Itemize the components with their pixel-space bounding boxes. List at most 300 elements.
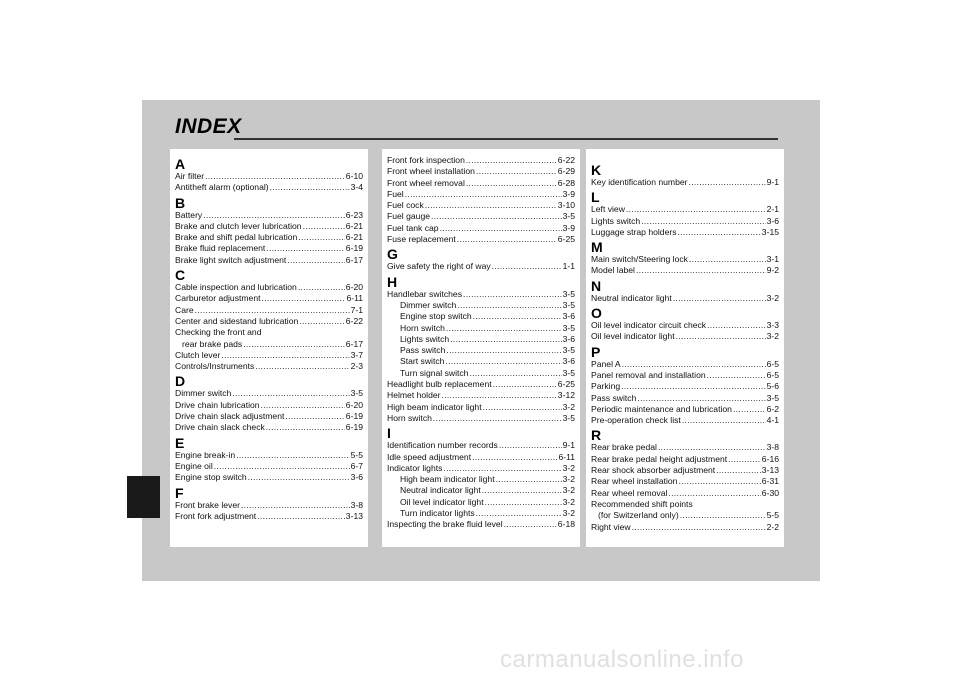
dot-leader xyxy=(680,510,766,521)
entry-text: Turn indicator lights xyxy=(400,508,475,519)
entry-text: Rear shock absorber adjustment xyxy=(591,465,716,476)
index-entry xyxy=(175,316,363,327)
entry-page: 3-5 xyxy=(562,345,575,356)
entry-text: Inspecting the brake fluid level xyxy=(387,519,503,530)
entry-page: 3-2 xyxy=(562,462,575,473)
entry-text: Drive chain lubrication xyxy=(175,399,260,410)
index-entry xyxy=(591,415,779,426)
index-entry xyxy=(175,293,363,304)
entry-page: 3-2 xyxy=(562,496,575,507)
entry-text: Brake fluid replacement xyxy=(175,243,266,254)
entry-text: Recommended shift points xyxy=(591,498,693,509)
index-entry xyxy=(387,155,575,166)
entry-page: 3-1 xyxy=(766,254,779,265)
entry-page: 3-5 xyxy=(562,322,575,333)
dot-leader xyxy=(257,511,345,522)
entry-page: 3-2 xyxy=(562,485,575,496)
index-entry xyxy=(175,305,363,316)
entry-text: Rear brake pedal xyxy=(591,442,657,453)
dot-leader xyxy=(405,189,562,200)
entry-text: Pre-operation check list xyxy=(591,415,681,426)
index-entry xyxy=(387,508,575,519)
index-entry xyxy=(175,327,363,338)
entry-page: 3-5 xyxy=(562,367,575,378)
dot-leader xyxy=(472,452,557,463)
entry-text: Pass switch xyxy=(591,392,637,403)
entry-page: 3-5 xyxy=(562,211,575,222)
dot-leader xyxy=(241,500,350,511)
dot-leader xyxy=(673,293,766,304)
entry-page: 3-6 xyxy=(766,215,779,226)
entry-page: 3-13 xyxy=(761,465,779,476)
dot-leader xyxy=(248,472,350,483)
entry-page: 5-5 xyxy=(766,510,779,521)
entry-text: Care xyxy=(175,304,194,315)
section-letter-r: R xyxy=(591,427,602,444)
entry-text: rear brake pads xyxy=(182,338,243,349)
entry-page: 6-7 xyxy=(350,460,363,471)
entry-text: High beam indicator light xyxy=(387,401,482,412)
entry-text: Engine oil xyxy=(175,460,213,471)
dot-leader xyxy=(446,323,562,334)
dot-leader xyxy=(261,400,345,411)
dot-leader xyxy=(298,232,344,243)
entry-page: 6-22 xyxy=(557,155,575,165)
section-letter-d: D xyxy=(175,373,186,390)
entry-page: 3-2 xyxy=(766,292,779,303)
index-entry xyxy=(387,234,575,245)
entry-text: Handlebar switches xyxy=(387,288,462,299)
index-entry xyxy=(387,497,575,508)
dot-leader xyxy=(203,210,345,221)
entry-page: 6-29 xyxy=(557,166,575,177)
entry-page: 3-9 xyxy=(562,222,575,233)
entry-text: Horn switch xyxy=(400,322,445,333)
entry-text: Engine break-in xyxy=(175,449,236,460)
entry-text: Fuel xyxy=(387,188,404,199)
entry-page: 9-1 xyxy=(766,177,779,187)
index-entry xyxy=(175,361,363,372)
dot-leader xyxy=(266,422,345,433)
index-entry xyxy=(387,440,575,451)
dot-leader xyxy=(195,305,350,316)
chapter-tab xyxy=(127,476,160,518)
index-entry xyxy=(175,282,363,293)
entry-text: Right view xyxy=(591,521,631,532)
index-entry xyxy=(591,293,779,304)
dot-leader xyxy=(626,204,766,215)
dot-leader xyxy=(466,155,557,166)
entry-text: Pass switch xyxy=(400,345,446,356)
entry-page: 6-30 xyxy=(761,487,779,498)
index-entry xyxy=(591,476,779,487)
dot-leader xyxy=(262,293,346,304)
entry-text: Front wheel installation xyxy=(387,166,475,177)
entry-page: 3-2 xyxy=(562,508,575,519)
dot-leader xyxy=(496,474,562,485)
entry-text: Headlight bulb replacement xyxy=(387,379,492,390)
entry-text: Dimmer switch xyxy=(400,299,457,310)
section-letter-e: E xyxy=(175,434,185,451)
entry-page: 6-23 xyxy=(345,209,363,220)
entry-text: Key identification number xyxy=(591,177,688,187)
entry-text: Rear wheel installation xyxy=(591,476,678,487)
index-entry xyxy=(591,216,779,227)
entry-page: 3-5 xyxy=(350,388,363,399)
index-entry xyxy=(591,331,779,342)
entry-text: Carburetor adjustment xyxy=(175,293,261,304)
entry-page: 6-17 xyxy=(345,254,363,265)
index-entry xyxy=(591,320,779,331)
entry-text: Front brake lever xyxy=(175,499,240,510)
entry-text: Brake and shift pedal lubrication xyxy=(175,232,298,243)
entry-text: Drive chain slack adjustment xyxy=(175,411,285,422)
entry-text: Fuel gauge xyxy=(387,211,431,222)
section-letter-i: I xyxy=(387,425,391,442)
page-title: INDEX xyxy=(175,115,242,138)
entry-page: 6-22 xyxy=(345,315,363,326)
dot-leader xyxy=(682,415,766,426)
dot-leader xyxy=(483,402,562,413)
entry-page: 6-10 xyxy=(345,171,363,181)
index-entry xyxy=(387,368,575,379)
entry-page: 3-10 xyxy=(557,200,575,211)
dot-leader xyxy=(236,450,349,461)
index-entry xyxy=(387,345,575,356)
index-entry xyxy=(387,323,575,334)
index-column-1 xyxy=(170,149,368,547)
index-entry xyxy=(591,265,779,276)
index-entry xyxy=(175,182,363,193)
dot-leader xyxy=(298,282,345,293)
dot-leader xyxy=(270,182,350,193)
index-entry xyxy=(387,402,575,413)
entry-text: Front wheel removal xyxy=(387,177,465,188)
dot-leader xyxy=(492,261,562,272)
index-entry xyxy=(387,474,575,485)
dot-leader xyxy=(221,350,349,361)
index-entry xyxy=(591,381,779,392)
entry-text: Cable inspection and lubrication xyxy=(175,282,297,293)
dot-leader xyxy=(476,166,557,177)
dot-leader xyxy=(303,221,345,232)
index-entry xyxy=(175,255,363,266)
index-entry xyxy=(387,390,575,401)
dot-leader xyxy=(485,497,562,508)
entry-page: 6-19 xyxy=(345,243,363,254)
index-column-2 xyxy=(382,149,580,547)
index-entry xyxy=(387,356,575,367)
entry-page: 6-20 xyxy=(345,282,363,293)
title-rule xyxy=(234,138,778,140)
section-letter-p: P xyxy=(591,343,601,360)
dot-leader xyxy=(457,234,557,245)
watermark: carmanualsonline.info xyxy=(500,646,744,673)
entry-text: Center and sidestand lubrication xyxy=(175,315,299,326)
entry-page: 3-8 xyxy=(350,499,363,510)
dot-leader xyxy=(255,361,349,372)
index-entry xyxy=(591,499,779,510)
dot-leader xyxy=(214,461,350,472)
index-entry xyxy=(175,171,363,182)
section-letter-m: M xyxy=(591,239,603,256)
dot-leader xyxy=(493,379,557,390)
entry-page: 3-2 xyxy=(766,331,779,342)
index-entry xyxy=(387,223,575,234)
dot-leader xyxy=(622,359,766,370)
entry-page: 5-6 xyxy=(766,381,779,392)
entry-page: 6-25 xyxy=(557,234,575,245)
index-entry xyxy=(387,200,575,211)
dot-leader xyxy=(446,345,561,356)
section-letter-a: A xyxy=(175,156,186,172)
dot-leader xyxy=(299,316,345,327)
entry-page: 3-15 xyxy=(761,226,779,237)
entry-text: Idle speed adjustment xyxy=(387,451,472,462)
dot-leader xyxy=(716,465,761,476)
entry-text: Turn signal switch xyxy=(400,367,469,378)
entry-text: Panel removal and installation xyxy=(591,369,706,380)
entry-text: Battery xyxy=(175,209,203,220)
dot-leader xyxy=(457,300,561,311)
index-entry xyxy=(175,339,363,350)
entry-text: Front fork adjustment xyxy=(175,510,257,521)
entry-page: 3-6 xyxy=(350,472,363,483)
entry-page: 3-5 xyxy=(766,392,779,403)
dot-leader xyxy=(232,388,349,399)
entry-page: 6-11 xyxy=(346,293,363,304)
entry-text: Oil level indicator light xyxy=(591,331,675,342)
entry-page: 3-8 xyxy=(766,442,779,453)
dot-leader xyxy=(621,381,765,392)
entry-page: 6-20 xyxy=(345,399,363,410)
entry-text: Luggage strap holders xyxy=(591,226,677,237)
entry-text: Model label xyxy=(591,265,635,276)
entry-page: 6-21 xyxy=(345,232,363,243)
entry-text: Main switch/Steering lock xyxy=(591,254,688,265)
entry-text: Engine stop switch xyxy=(175,472,247,483)
index-entry xyxy=(591,465,779,476)
index-entry xyxy=(591,404,779,415)
dot-leader xyxy=(442,390,557,401)
index-entry xyxy=(387,485,575,496)
entry-text: Periodic maintenance and lubrication xyxy=(591,403,732,414)
entry-page: 3-2 xyxy=(562,401,575,412)
index-entry xyxy=(175,461,363,472)
entry-page: 4-1 xyxy=(766,415,779,426)
entry-page: 3-7 xyxy=(350,349,363,360)
index-entry xyxy=(387,519,575,530)
entry-page: 3-12 xyxy=(557,390,575,401)
dot-leader xyxy=(733,404,766,415)
index-entry xyxy=(175,243,363,254)
entry-page: 6-18 xyxy=(557,519,575,530)
dot-leader xyxy=(658,442,766,453)
entry-text: Air filter xyxy=(175,171,205,181)
dot-leader xyxy=(431,211,562,222)
dot-leader xyxy=(445,356,561,367)
index-entry xyxy=(175,500,363,511)
index-entry xyxy=(175,221,363,232)
entry-text: Lights switch xyxy=(400,333,450,344)
dot-leader xyxy=(689,177,766,188)
dot-leader xyxy=(482,485,562,496)
entry-page: 6-16 xyxy=(761,453,779,464)
index-entry xyxy=(591,510,779,521)
entry-page: 6-19 xyxy=(345,411,363,422)
index-entry xyxy=(591,177,779,188)
dot-leader xyxy=(499,440,562,451)
index-entry xyxy=(387,334,575,345)
entry-page: 3-6 xyxy=(562,356,575,367)
index-entry xyxy=(387,463,575,474)
section-letter-l: L xyxy=(591,189,600,206)
entry-text: Drive chain slack check xyxy=(175,422,265,433)
dot-leader xyxy=(707,320,765,331)
dot-leader xyxy=(466,178,557,189)
section-letter-o: O xyxy=(591,305,602,322)
entry-page: 9-1 xyxy=(562,440,575,451)
index-entry xyxy=(387,211,575,222)
entry-text: Start switch xyxy=(400,356,445,367)
entry-page: 3-6 xyxy=(562,333,575,344)
index-entry xyxy=(387,289,575,300)
dot-leader xyxy=(476,508,562,519)
entry-text: Neutral indicator light xyxy=(400,485,481,496)
entry-text: Give safety the right of way xyxy=(387,261,491,272)
dot-leader xyxy=(473,311,562,322)
dot-leader xyxy=(469,368,561,379)
section-letter-g: G xyxy=(387,246,398,263)
entry-page: 6-25 xyxy=(557,379,575,390)
entry-text: Oil level indicator light xyxy=(400,496,484,507)
dot-leader xyxy=(689,254,766,265)
dot-leader xyxy=(243,339,345,350)
index-column-3 xyxy=(586,149,784,547)
dot-leader xyxy=(636,265,766,276)
entry-text: Rear brake pedal height adjustment xyxy=(591,453,728,464)
entry-text: Fuel cock xyxy=(387,200,424,211)
dot-leader xyxy=(285,411,344,422)
entry-text: Fuse replacement xyxy=(387,234,456,245)
index-entry xyxy=(591,227,779,238)
entry-text: Helmet holder xyxy=(387,390,441,401)
index-entry xyxy=(591,370,779,381)
dot-leader xyxy=(425,200,557,211)
entry-page: 3-3 xyxy=(766,320,779,331)
dot-leader xyxy=(678,227,761,238)
entry-text: Rear wheel removal xyxy=(591,487,668,498)
dot-leader xyxy=(707,370,766,381)
entry-text: Parking xyxy=(591,381,621,392)
index-entry xyxy=(591,254,779,265)
section-letter-n: N xyxy=(591,277,602,294)
entry-page: 3-6 xyxy=(562,311,575,322)
dot-leader xyxy=(676,331,766,342)
index-entry xyxy=(175,511,363,522)
index-entry xyxy=(591,454,779,465)
entry-page: 6-5 xyxy=(766,369,779,380)
dot-leader xyxy=(668,488,760,499)
dot-leader xyxy=(637,393,765,404)
index-entry xyxy=(387,300,575,311)
index-entry xyxy=(175,450,363,461)
index-entry xyxy=(387,166,575,177)
entry-text: Horn switch xyxy=(387,412,432,423)
section-letter-b: B xyxy=(175,194,186,211)
index-entry xyxy=(591,488,779,499)
dot-leader xyxy=(728,454,761,465)
entry-page: 9-2 xyxy=(766,265,779,276)
entry-text: Dimmer switch xyxy=(175,388,232,399)
entry-page: 3-2 xyxy=(562,474,575,485)
dot-leader xyxy=(443,463,561,474)
entry-text: Indicator lights xyxy=(387,462,443,473)
index-entry xyxy=(387,311,575,322)
entry-text: Oil level indicator circuit check xyxy=(591,320,707,331)
index-entry xyxy=(387,413,575,424)
index-entry xyxy=(387,379,575,390)
dot-leader xyxy=(433,413,562,424)
index-entry xyxy=(175,422,363,433)
entry-page: 3-9 xyxy=(562,188,575,199)
section-letter-h: H xyxy=(387,273,398,290)
entry-text: Engine stop switch xyxy=(400,311,472,322)
entry-page: 2-2 xyxy=(766,521,779,532)
entry-text: Checking the front and xyxy=(175,327,262,338)
entry-page: 6-21 xyxy=(345,220,363,231)
entry-page: 5-5 xyxy=(350,449,363,460)
section-letter-f: F xyxy=(175,484,184,501)
index-entry xyxy=(175,400,363,411)
dot-leader xyxy=(205,171,345,182)
entry-text: High beam indicator light xyxy=(400,474,495,485)
dot-leader xyxy=(504,519,557,530)
index-entry xyxy=(387,452,575,463)
index-entry xyxy=(387,261,575,272)
index-entry xyxy=(175,350,363,361)
entry-page: 3-5 xyxy=(562,299,575,310)
section-letter-c: C xyxy=(175,267,186,284)
entry-page: 2-1 xyxy=(766,204,779,215)
dot-leader xyxy=(287,255,345,266)
entry-page: 3-5 xyxy=(562,412,575,423)
index-entry xyxy=(387,189,575,200)
entry-text: (for Switzerland only) xyxy=(598,510,679,521)
index-entry xyxy=(175,388,363,399)
entry-text: Panel A xyxy=(591,358,621,369)
index-entry xyxy=(591,204,779,215)
entry-page: 6-2 xyxy=(766,403,779,414)
entry-page: 6-28 xyxy=(557,177,575,188)
entry-text: Controls/Instruments xyxy=(175,361,255,372)
entry-text: Front fork inspection xyxy=(387,155,465,165)
entry-text: Left view xyxy=(591,204,625,215)
index-entry xyxy=(591,522,779,533)
entry-text: Lights switch xyxy=(591,215,641,226)
index-entry xyxy=(175,210,363,221)
section-letter-k: K xyxy=(591,162,602,178)
entry-text: Clutch lever xyxy=(175,349,221,360)
index-entry xyxy=(591,359,779,370)
index-entry xyxy=(591,442,779,453)
entry-text: Identification number records xyxy=(387,440,498,451)
index-entry xyxy=(175,411,363,422)
entry-text: Fuel tank cap xyxy=(387,222,439,233)
entry-page: 1-1 xyxy=(562,261,575,272)
entry-page: 6-11 xyxy=(558,451,575,462)
entry-page: 3-13 xyxy=(345,510,363,521)
